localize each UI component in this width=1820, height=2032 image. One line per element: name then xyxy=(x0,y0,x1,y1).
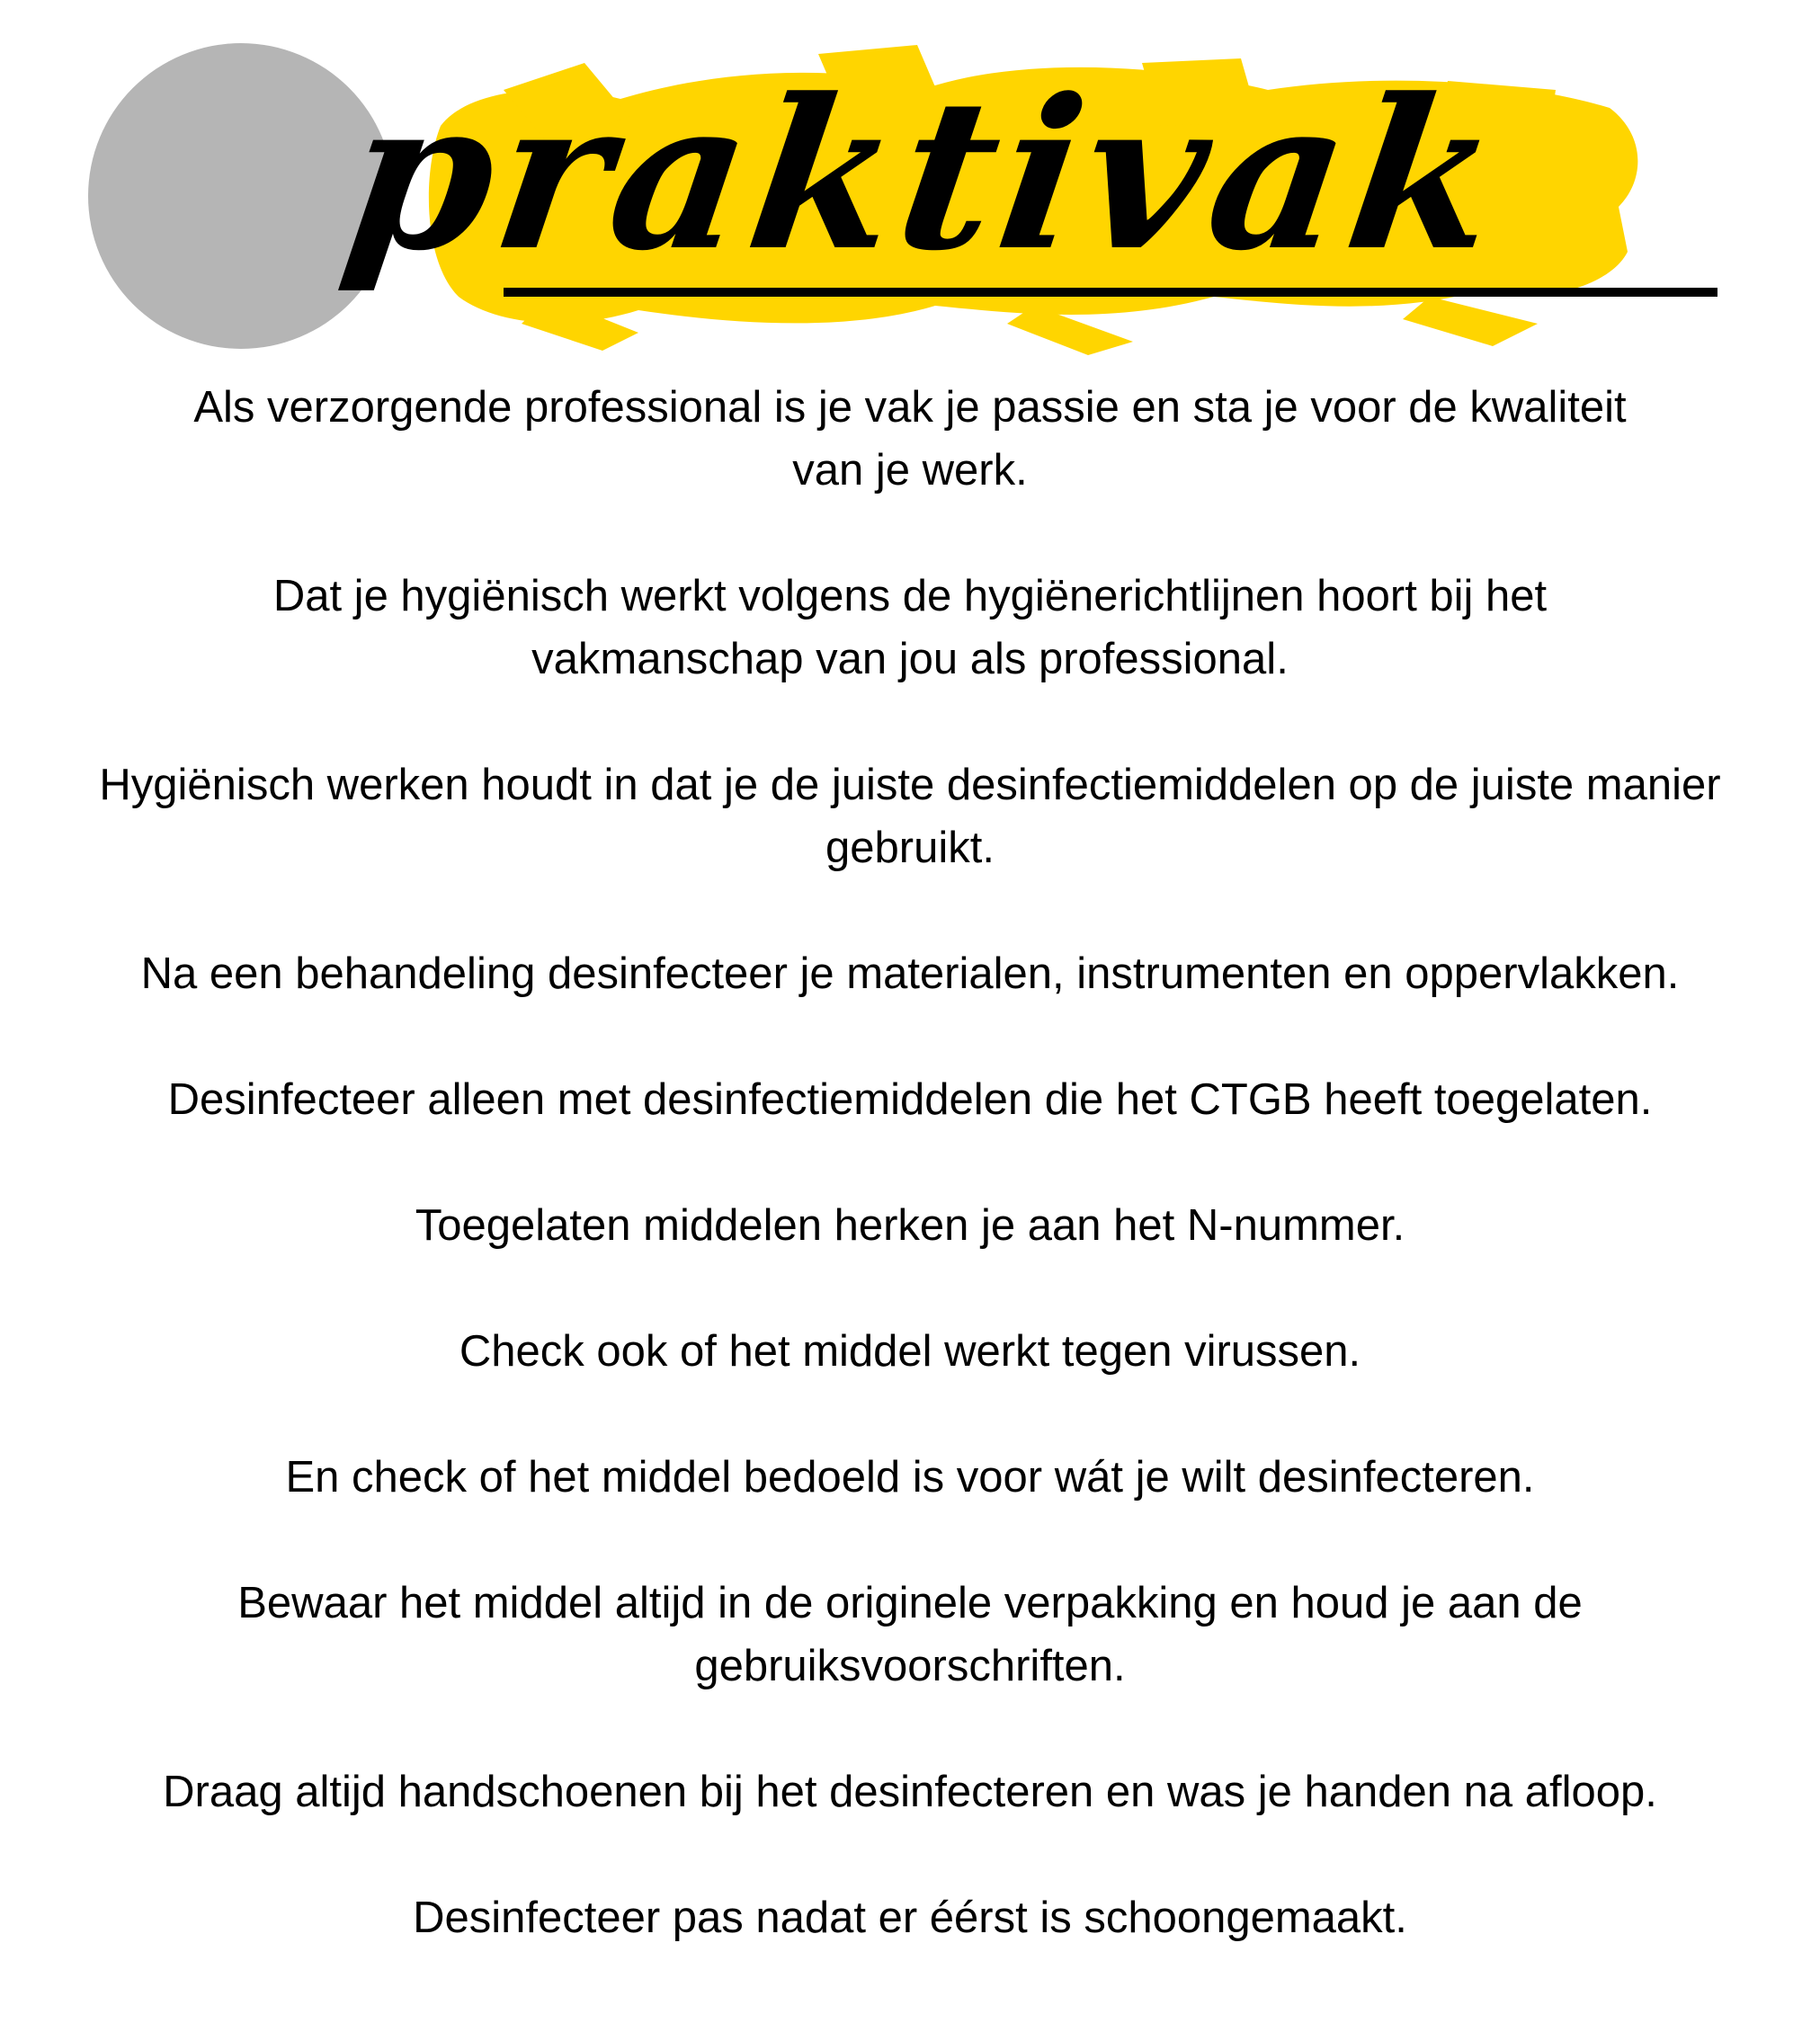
paragraph-8: En check of het middel bedoeld is voor wát je wilt desinfecteren. xyxy=(285,1453,1535,1502)
paragraph-10: Draag altijd handschoenen bij het desinfecteren en was je handen na afloop. xyxy=(163,1768,1657,1816)
paragraph-2: Dat je hygiënisch werkt volgens de hygiënerichtlijnen hoort bij het vakmanschap van jou als professional. xyxy=(272,572,1548,683)
paragraph-4: Na een behandeling desinfecteer je materialen, instrumenten en oppervlakken. xyxy=(140,949,1680,998)
paragraph-1: Als verzorgende professional is je vak je passie en sta je voor de kwaliteit van je werk. xyxy=(193,383,1627,495)
logo-wordmark: praktivak xyxy=(332,53,1518,297)
paragraph-11: Desinfecteer pas nadat er éérst is schoongemaakt. xyxy=(413,1894,1407,1942)
paragraph-6: Toegelaten middelen herken je aan het N-nummer. xyxy=(415,1201,1405,1250)
paragraph-5: Desinfecteer alleen met desinfectiemiddelen die het CTGB heeft toegelaten. xyxy=(167,1075,1653,1124)
paragraph-3: Hygiënisch werken houdt in dat je de juiste desinfectiemiddelen op de juiste manier gebruikt. xyxy=(99,761,1721,872)
document-body xyxy=(0,376,1820,2012)
praktivak-logo xyxy=(81,36,1744,360)
paragraph-9: Bewaar het middel altijd in de originele verpakking en houd je aan de gebruiksvoorschriften. xyxy=(237,1579,1583,1690)
paragraph-7: Check ook of het middel werkt tegen virussen. xyxy=(459,1327,1361,1376)
